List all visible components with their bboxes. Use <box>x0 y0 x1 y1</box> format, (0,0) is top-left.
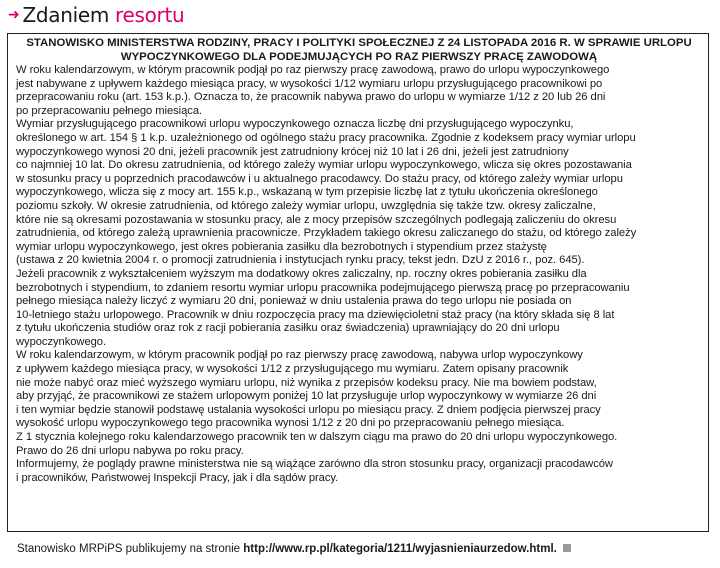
statement-body: W roku kalendarzowym, w którym pracownik podjął po raz pierwszy pracę zawodową, prawo do urlopu wypoczynkowego jest nabywane z upływem każdego miesiąca pracy, w wysokości 1/12 wymiaru urlopu przysługującego pracownikowi po przepracowaniu roku (art. 153 k.p.). Oznacza to, że pracownik nabywa prawo do urlopu w wymiarze 1/12 z 20 lub 26 dni po przepracowaniu pełnego miesiąca. Wymiar przysługującego pracownikowi urlopu wypoczynkowego oznacza liczbę dni przysługującego wypoczynku, określonego w art. 154 § 1 k.p. uzależnionego od ogólnego stażu pracy pracownika. Zgodnie z kodeksem pracy wymiar urlopu wypoczynkowego wynosi 20 dni, jeżeli pracownik jest zatrudniony krócej niż 10 lat i 26 dni, jeżeli jest zatrudniony co najmniej 10 lat. Do okresu zatrudnienia, od którego zależy wymiar urlopu wypoczynkowego, wlicza się okres pozostawania w stosunku pracy u poprzednich pracodawców i u aktualnego pracodawcy. Do stażu pracy, od którego zależy wymiar urlopu wypoczynkowego, wlicza się z mocy art. 155 k.p., wskazaną w tym przepisie liczbę lat z tytułu ukończenia określonego poziomu szkoły. W okresie zatrudnienia, od którego zależy wymiar urlopu, uwzględnia się także tzw. okresy zaliczalne, które nie są okresami pozostawania w stosunku pracy, ale z mocy przepisów szczególnych podlegają zaliczeniu do okresu zatrudnienia, od którego zależą uprawnienia pracownicze. Przykładem takiego okresu zaliczanego do stażu, od którego zależy wymiar urlopu wypoczynkowego, jest okres pobierania zasiłku dla bezrobotnych i stypendium przez stażystę (ustawa z 20 kwietnia 2004 r. o promocji zatrudnienia i instytucjach rynku pracy, tekst jedn. DzU z 2016 r., poz. 645). Jeżeli pracownik z wykształceniem wyższym ma dodatkowy okres zaliczalny, np. roczny okres pobierania zasiłku dla bezrobotnych i stypendium, to zdaniem resortu wymiar urlopu pracownika podejmującego pierwszą pracę po przepracowaniu pełnego miesiąca należy liczyć z wymiaru 20 dni, ponieważ w dniu ustalenia prawa do tego urlopu nie posiada on 10-letniego stażu urlopowego. Pracownik w dniu rozpoczęcia pracy ma dziewięcioletni staż pracy (na który składa się 8 lat z tytułu ukończenia studiów oraz rok z racji pobierania zasiłku oraz świadczenia) uprawniający do 20 dni urlopu wypoczynkowego. W roku kalendarzowym, w którym pracownik podjął po raz pierwszy pracę zawodową, nabywa urlop wypoczynkowy z upływem każdego miesiąca pracy, w wysokości 1/12 z przysługującego mu wymiaru. Zatem opisany pracownik nie może nabyć oraz mieć wyższego wymiaru urlopu, niż wynika z przepisów kodeksu pracy. Nie ma bowiem podstaw, aby przyjąć, że pracownikowi ze stażem urlopowym poniżej 10 lat przysługuje urlop wypoczynkowy w wymiarze 26 dni i ten wymiar będzie stanowił podstawę ustalania wysokości urlopu po miesiącu pracy. Z dniem podjęcia pierwszej pracy wysokość urlopu wypoczynkowego tego pracownika wynosi 1/12 z 20 dni po przepracowaniu pełnego miesiąca. Z 1 stycznia kolejnego roku kalendarzowego pracownik ten w dalszym ciągu ma prawo do 20 dni urlopu wypoczynkowego. Prawo do 26 dni urlopu nabywa po roku pracy. Informujemy, że poglądy prawne ministerstwa nie są wiążące zarówno dla stron stosunku pracy, organizacji pracodawców i pracowników, Państwowej Inspekcji Pracy, jak i dla sądów pracy. <box>16 64 637 484</box>
statement-title: STANOWISKO MINISTERSTWA RODZINY, PRACY I POLITYKI SPOŁECZNEJ Z 24 LISTOPADA 2016 R. W SPRAWIE URLOPU WYPOCZYNKOWEGO DLA PODEJMUJĄCYCH PO RAZ PIERWSZY PRACĘ ZAWODOWĄ <box>26 37 692 63</box>
footer-note <box>17 542 571 556</box>
footer-lead-text: Stanowisko MRPiPS publikujemy na stronie <box>17 543 244 555</box>
section-header <box>8 0 184 30</box>
end-square-icon <box>563 544 571 552</box>
arrow-right-icon: ➜ <box>8 7 20 23</box>
header-word-zdaniem: Zdaniem <box>22 3 110 27</box>
footer-link[interactable]: http://www.rp.pl/kategoria/1211/wyjasnieniaurzedow.html. <box>243 543 557 555</box>
header-word-resortu: resortu <box>115 3 185 27</box>
statement-box <box>7 33 709 532</box>
